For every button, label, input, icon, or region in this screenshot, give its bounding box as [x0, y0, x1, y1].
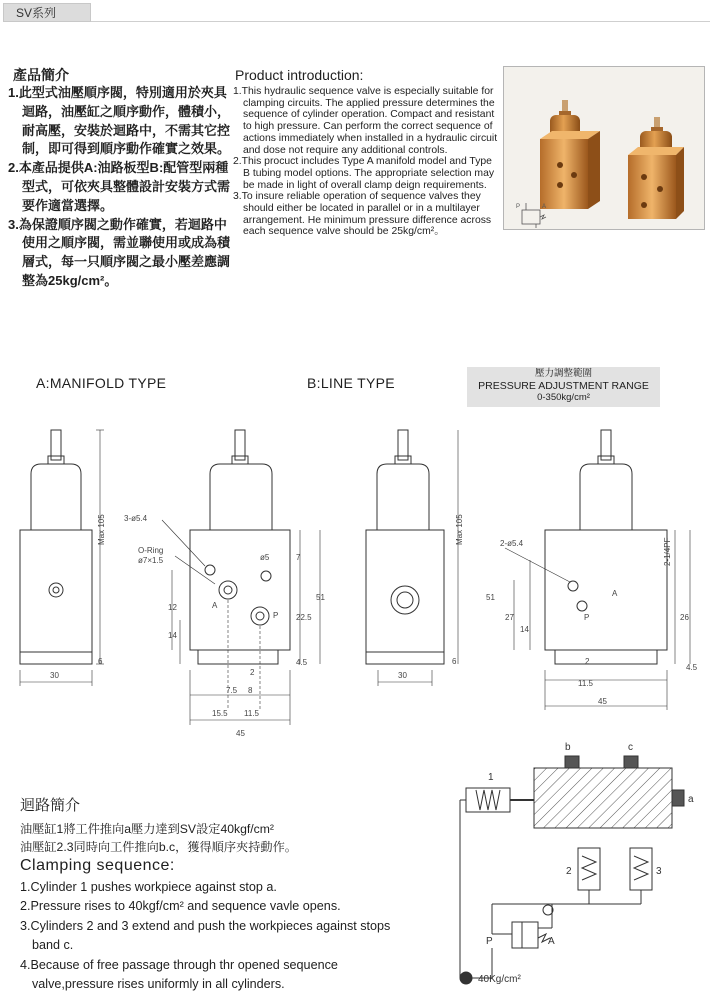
type-b-label: B:LINE TYPE — [307, 375, 395, 391]
photo-symbol-a: A — [542, 204, 547, 210]
a-side-dim-7: 7 — [296, 553, 301, 562]
a-side-hole: 3-ø5.4 — [124, 514, 148, 523]
circuit-zh-title: 迴路簡介 — [20, 797, 81, 814]
product-photo-illustration — [504, 67, 704, 229]
a-side-dim-4-5: 4.5 — [296, 658, 308, 667]
intro-en-item: 1.This hydraulic sequence valve is especially suitable for clamping circuits. The applied pressure determines the sequence of cylinder operation. Compact and resistant to high pressure. Can perform the correct sequence of actions immediately when installed in a hydraulic circuit and dose not require any additional controls. — [233, 86, 498, 156]
photo-symbol-p: P — [516, 204, 521, 210]
a-front-dim-6: 6 — [98, 657, 103, 666]
intro-en-item: 2.This procuct includes Type A manifold model and Type B tubing model options. The appropriate selection may be made in light of overall clamp deign requirements. — [233, 156, 495, 191]
intro-en-item: 3.To insure reliable operation of sequence valves they should either be located in parallel or in a multilayer arrangement. He minimum pressure difference across each sequence valve should be 25kg/cm²。 — [233, 191, 492, 238]
a-side-dim-12: 12 — [168, 603, 177, 612]
b-side-thread: 2-1/4PF — [663, 537, 672, 566]
circuit-cylinder-3: 3 — [656, 866, 662, 877]
intro-en-title: Product introduction: — [235, 67, 364, 83]
circuit-port-a: A — [548, 936, 555, 947]
circuit-cylinder-2: 2 — [566, 866, 572, 877]
clamping-title: Clamping sequence: — [20, 857, 175, 874]
b-side-dim-11-5: 11.5 — [578, 679, 593, 688]
a-side-dim-14: 14 — [168, 631, 177, 640]
intro-zh-title: 產品簡介 — [13, 67, 69, 83]
a-front-max: Max 105 — [97, 514, 106, 545]
a-side-oring-size: ø7×1.5 — [138, 556, 164, 565]
b-side-dim-27: 27 — [505, 613, 514, 622]
pressure-range-value: 0-350kg/cm² — [537, 392, 590, 403]
dimension-drawings — [0, 420, 710, 750]
clamping-item: 4.Because of free passage through thr opened sequence valve,pressure rises uniformly in all cylinders. — [20, 957, 338, 992]
circuit-cylinder-1: 1 — [488, 772, 494, 783]
clamping-item: 3.Cylinders 2 and 3 extend and push the workpieces against stops band c. — [20, 918, 391, 953]
intro-en-list — [233, 86, 498, 238]
a-side-p: P — [273, 611, 279, 620]
circuit-stop-a: a — [688, 794, 694, 805]
intro-zh-item: 2.本產品提供A:油路板型B:配管型兩種型式，可依夾具整體設計安裝方式需要作適當選擇。 — [8, 160, 231, 213]
pressure-range-box — [467, 367, 660, 407]
circuit-zh-line: 油壓缸1將工件推向a壓力達到SV設定40kgf/cm² — [20, 822, 274, 836]
product-photo — [503, 66, 705, 230]
a-front-dim-30: 30 — [50, 671, 59, 680]
b-side-dim-2: 2 — [585, 657, 590, 666]
a-side-oring: O-Ring — [138, 546, 164, 555]
b-front-dim-6: 6 — [452, 657, 457, 666]
a-side-dim-22-5: 22.5 — [296, 613, 312, 622]
a-side-port: ø5 — [260, 553, 270, 562]
pressure-range-title-en: PRESSURE ADJUSTMENT RANGE — [478, 380, 649, 392]
circuit-pressure: 40Kg/cm² — [478, 974, 521, 985]
circuit-stop-c: c — [628, 742, 633, 753]
clamping-item: 2.Pressure rises to 40kgf/cm² and sequence vavle opens. — [20, 899, 341, 914]
b-side-a: A — [612, 589, 618, 598]
b-side-dim-51: 51 — [486, 593, 495, 602]
intro-zh-item: 3.為保證順序閥之動作確實，若迴路中使用之順序閥，需並聯使用或成為積層式，每一只順序閥之最小壓差應調整為25kg/cm²。 — [8, 216, 231, 288]
intro-zh-item: 1.此型式油壓順序閥，特別適用於夾具迴路，油壓缸之順序動作，體積小，耐高壓，安裝於迴路中，不需其它控制，即可得到順序動作確實之效果。 — [8, 85, 231, 157]
type-a-label: A:MANIFOLD TYPE — [36, 375, 167, 391]
circuit-stop-b: b — [565, 742, 571, 753]
a-side-dim-8: 8 — [248, 686, 253, 695]
clamping-list — [20, 878, 400, 994]
a-side-dim-15-5: 15.5 — [212, 709, 228, 718]
circuit-port-p: P — [486, 936, 493, 947]
a-side-dim-51: 51 — [316, 593, 325, 602]
b-side-dim-14: 14 — [520, 625, 529, 634]
b-side-dim-26: 26 — [680, 613, 689, 622]
a-side-dim-7-5: 7.5 — [226, 686, 238, 695]
a-side-dim-11-5: 11.5 — [244, 709, 259, 718]
b-front-max: Max 105 — [455, 514, 464, 545]
pressure-range-title-zh: 壓力調整範圍 — [534, 368, 592, 379]
clamping-item: 1.Cylinder 1 pushes workpiece against stop a. — [20, 880, 277, 894]
a-side-dim-2: 2 — [250, 668, 255, 677]
circuit-zh-line: 油壓缸2.3同時向工件推向b.c，獲得順序夾持動作。 — [20, 840, 297, 854]
intro-zh-list — [8, 84, 230, 291]
a-side-dim-45: 45 — [236, 729, 245, 738]
b-side-p: P — [584, 613, 590, 622]
a-side-a: A — [212, 601, 218, 610]
b-side-hole: 2-ø5.4 — [500, 539, 524, 548]
b-side-dim-4-5: 4.5 — [686, 663, 698, 672]
circuit-zh-text — [20, 820, 297, 856]
b-side-dim-45: 45 — [598, 697, 607, 706]
b-front-dim-30: 30 — [398, 671, 407, 680]
header-rule — [91, 21, 710, 22]
hydraulic-circuit-diagram — [452, 738, 710, 994]
series-tag: SV系列 — [3, 3, 91, 22]
